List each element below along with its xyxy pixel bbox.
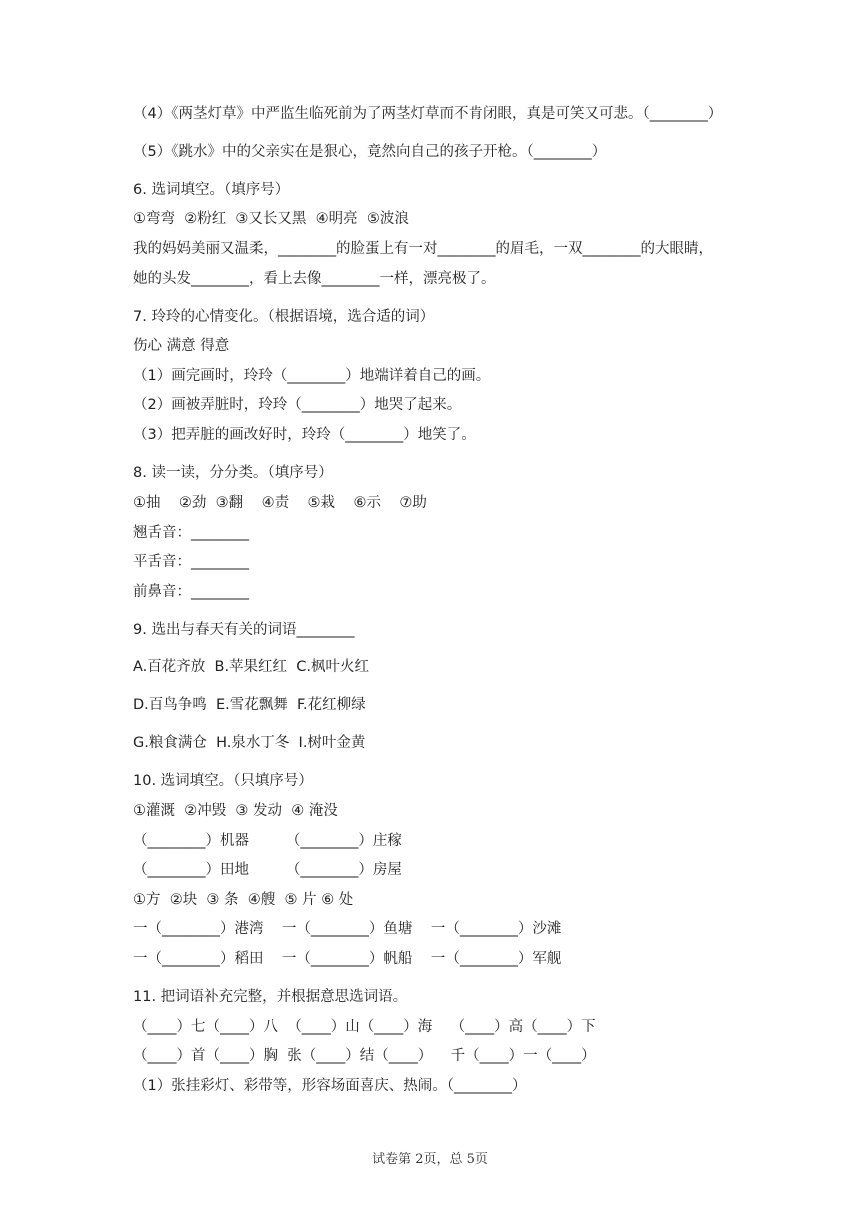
question-11-item-1: （1）张挂彩灯、彩带等，形容场面喜庆、热闹。（________）: [133, 1078, 527, 1094]
question-10-row-4: 一（________）稻田 一（________）帆船 一（________）军舰: [133, 951, 562, 967]
question-10-title: 10. 选词填空。（只填序号）: [133, 773, 313, 789]
question-8-category-2: 平舌音：________: [133, 554, 249, 570]
question-7-title: 7. 玲玲的心情变化。（根据语境，选合适的词）: [133, 309, 435, 325]
question-11-title: 11. 把词语补充完整，并根据意思选词语。: [133, 989, 408, 1005]
question-4-item: （4）《两茎灯草》中严监生临死前为了两茎灯草而不肯闭眼，真是可笑又可悲。（________）: [133, 106, 723, 122]
question-10-options-1: ①灌溉 ②冲毁 ③ 发动 ④ 淹没: [133, 803, 338, 819]
question-8-options: ①抽 ②劲 ③翻 ④责 ⑤栽 ⑥示 ⑦助: [133, 495, 427, 511]
question-9-options-row-3: G.粮食满仓 H.泉水丁冬 I.树叶金黄: [133, 735, 366, 751]
question-8-category-3: 前鼻音：________: [133, 584, 249, 600]
question-6-sentence-2: 她的头发________，看上去像________一样，漂亮极了。: [133, 271, 496, 287]
question-10-row-3: 一（________）港湾 一（________）鱼塘 一（________）沙滩: [133, 921, 562, 937]
question-6-sentence-1: 我的妈妈美丽又温柔，________的脸蛋上有一对________的眉毛，一双________的大眼睛，: [133, 241, 713, 257]
question-7-item-2: （2）画被弄脏时，玲玲（________）地哭了起来。: [133, 397, 462, 413]
question-7-words: 伤心 满意 得意: [133, 338, 230, 354]
question-9-title: 9. 选出与春天有关的词语________: [133, 622, 355, 638]
question-8-title: 8. 读一读，分分类。（填序号）: [133, 465, 333, 481]
question-7-item-3: （3）把弄脏的画改好时，玲玲（________）地笑了。: [133, 427, 476, 443]
page-footer: 试卷第 2页，总 5页: [372, 1152, 488, 1167]
question-10-row-1: （________）机器 （________）庄稼: [133, 833, 402, 849]
question-8-category-1: 翘舌音：________: [133, 525, 249, 541]
question-5-item: （5）《跳水》中的父亲实在是狠心，竟然向自己的孩子开枪。（________）: [133, 144, 607, 160]
question-6-title: 6. 选词填空。（填序号）: [133, 182, 290, 198]
question-10-row-2: （________）田地 （________）房屋: [133, 862, 402, 878]
question-7-item-1: （1）画完画时，玲玲（________）地端详着自己的画。: [133, 368, 491, 384]
question-11-row-2: （____）首（____）胸 张（____）结（____） 千（____）一（____）: [133, 1048, 596, 1064]
question-11-row-1: （____）七（____）八 （____）山（____）海 （____）高（____）下: [133, 1019, 596, 1035]
question-10-options-2: ①方 ②块 ③ 条 ④艘 ⑤ 片 ⑥ 处: [133, 892, 354, 908]
question-6-options: ①弯弯 ②粉红 ③又长又黑 ④明亮 ⑤波浪: [133, 211, 409, 227]
question-9-options-row-2: D.百鸟争鸣 E.雪花飘舞 F.花红柳绿: [133, 697, 366, 713]
question-9-options-row-1: A.百花齐放 B.苹果红红 C.枫叶火红: [133, 659, 369, 675]
